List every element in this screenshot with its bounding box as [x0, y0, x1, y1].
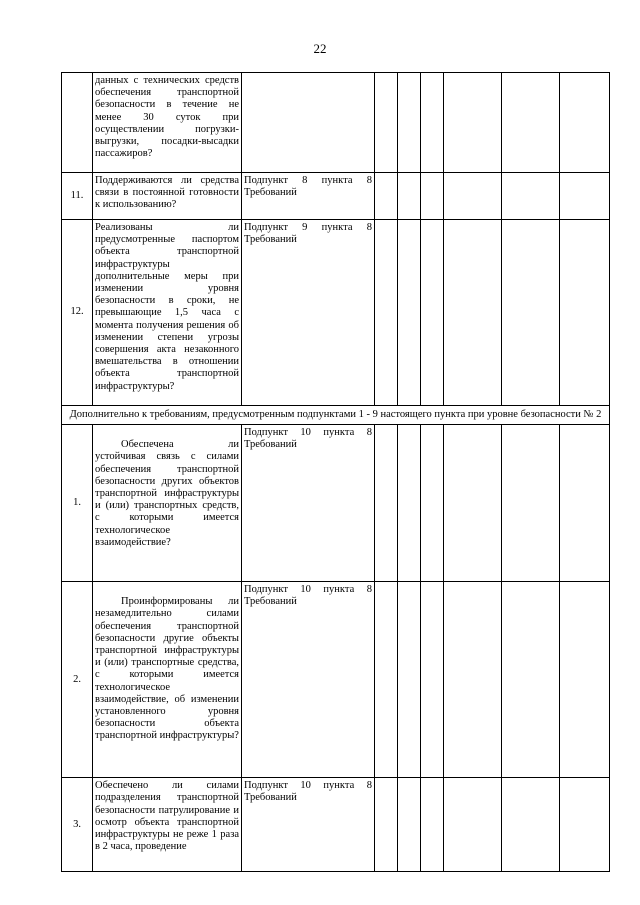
reference-text: Подпункт 10 пункта 8 Требований — [242, 582, 375, 778]
section-header-row — [62, 406, 610, 425]
question-text: Обеспечена ли устойчивая связь с силами обеспечения транспортной безопасности других объектов транспортной инфраструктуры и (или) транспортных средств, с которыми имеется технологическое взаимодействие? — [93, 425, 242, 582]
reference-text: Подпункт 8 пункта 8 Требований — [242, 173, 375, 220]
table-row — [62, 173, 610, 220]
reference-text: Подпункт 10 пункта 8 Требований — [242, 778, 375, 872]
question-text: Поддерживаются ли средства связи в постоянной готовности к использованию? — [93, 173, 242, 220]
question-text: Проинформированы ли незамедлительно силами обеспечения транспортной безопасности другие объекты транспортной инфраструктуры и (или) транспортные средства, с которыми имеется технологическое взаимодействие, об изменении установленного уровня безопасности объекта транспортной инфраструктуры? — [93, 582, 242, 778]
question-text: данных с технических средств обеспечения транспортной безопасности в течение не менее 30 суток при осуществлении погрузки-выгрузки, посадки-высадки пассажиров? — [93, 73, 242, 173]
reference-text: Подпункт 9 пункта 8 Требований — [242, 220, 375, 406]
reference-text: Подпункт 10 пункта 8 Требований — [242, 425, 375, 582]
row-number: 11. — [62, 173, 93, 220]
row-number — [62, 73, 93, 173]
question-text: Реализованы ли предусмотренные паспортом объекта транспортной инфраструктуры дополнительные меры при изменении уровня безопасности в сроки, не превышающие 1,5 часа с момента получения решения об изменении степени угрозы совершения акта незаконного вмешательства в отношении объекта транспортной инфраструктуры? — [93, 220, 242, 406]
page-number: 22 — [313, 41, 327, 56]
row-number: 1. — [62, 425, 93, 582]
checklist-table — [61, 72, 610, 872]
table-row — [62, 778, 610, 872]
reference-text — [242, 73, 375, 173]
table-row — [62, 582, 610, 778]
table-row — [62, 73, 610, 173]
section-header: Дополнительно к требованиям, предусмотренным подпунктами 1 - 9 настоящего пункта при уровне безопасности № 2 — [62, 406, 610, 425]
row-number: 12. — [62, 220, 93, 406]
table-row — [62, 425, 610, 582]
table-row — [62, 220, 610, 406]
row-number: 3. — [62, 778, 93, 872]
row-number: 2. — [62, 582, 93, 778]
question-text: Обеспечено ли силами подразделения транспортной безопасности патрулирование и осмотр объекта транспортной инфраструктуры не реже 1 раза в 2 часа, проведение — [93, 778, 242, 872]
